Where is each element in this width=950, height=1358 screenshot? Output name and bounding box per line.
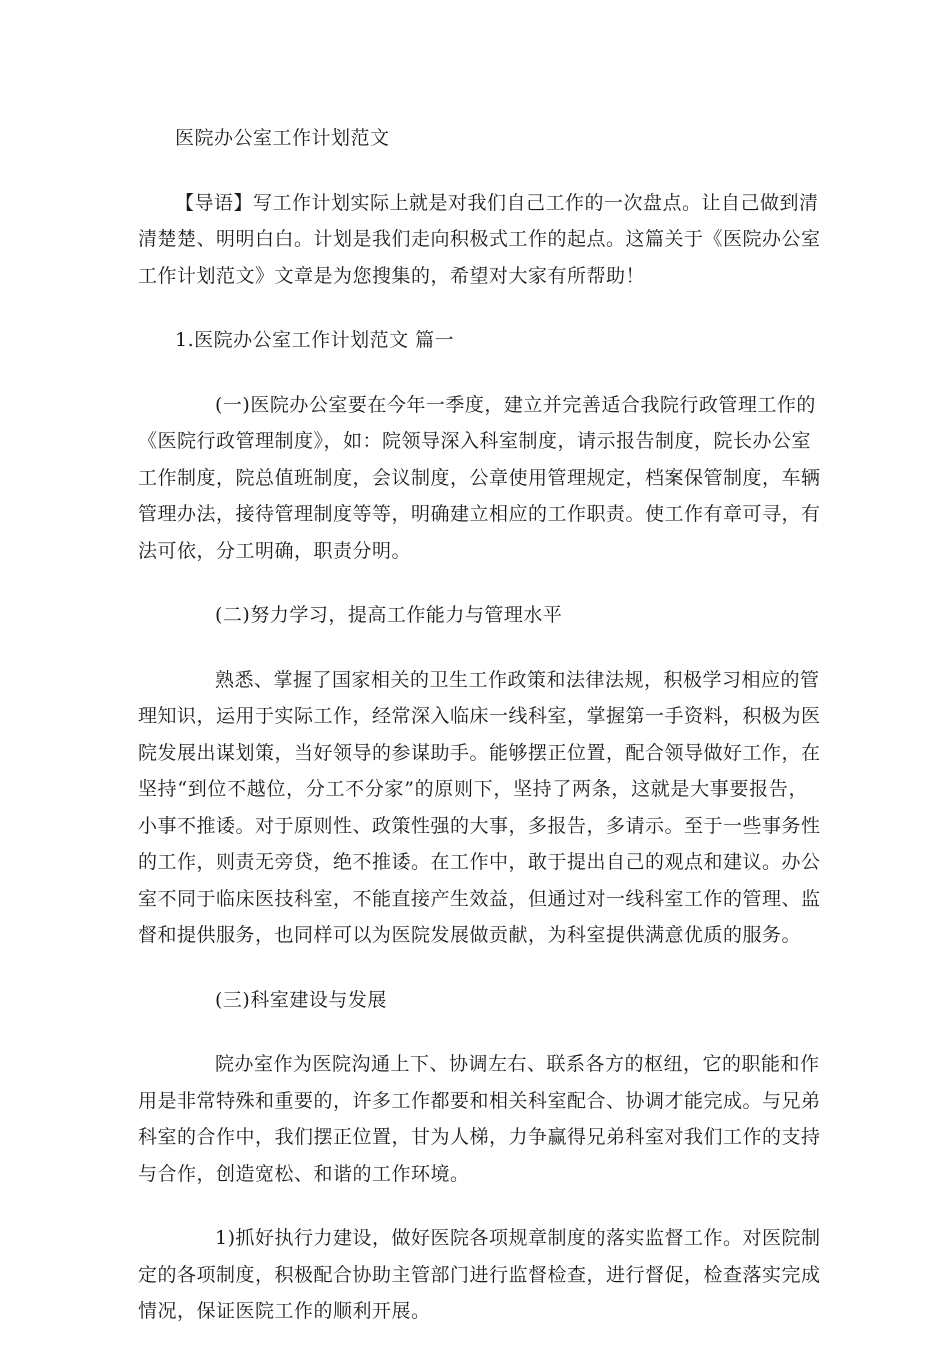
intro-line: 工作计划范文》文章是为您搜集的，希望对大家有所帮助！ — [138, 264, 646, 287]
paragraph-line: 工作制度，院总值班制度，会议制度，公章使用管理规定，档案保管制度，车辆 — [138, 466, 821, 489]
paragraph-line: 小事不推诿。对于原则性、政策性强的大事，多报告，多请示。至于一些事务性 — [138, 814, 821, 837]
paragraph-line: 的工作，则责无旁贷，绝不推诿。在工作中，敢于提出自己的观点和建议。办公 — [138, 851, 821, 873]
paragraph-line: 情况，保证医院工作的顺利开展。 — [138, 1300, 431, 1322]
paragraph-line: 督和提供服务，也同样可以为医院发展做贡献，为科室提供满意优质的服务。 — [138, 924, 802, 946]
paragraph-line: 《医院行政管理制度》，如：院领导深入科室制度，请示报告制度，院长办公室 — [138, 430, 812, 452]
paragraph-line: (一)医院办公室要在今年一季度，建立并完善适合我院行政管理工作的 — [215, 393, 816, 416]
item-1-paragraph — [138, 387, 821, 570]
item-3-paragraph — [138, 1046, 821, 1192]
paragraph-line: 室不同于临床医技科室，不能直接产生效益，但通过对一线科室工作的管理、监 — [138, 887, 821, 910]
intro-line: 清楚楚、明明白白。计划是我们走向积极式工作的起点。这篇关于《医院办公室 — [138, 228, 821, 250]
paragraph-line: 与合作，创造宽松、和谐的工作环境。 — [138, 1162, 470, 1185]
document-title: 医院办公室工作计划范文 — [175, 127, 390, 149]
paragraph-line: 1)抓好执行力建设，做好医院各项规章制度的落实监督工作。对医院制 — [215, 1227, 821, 1249]
paragraph-line: 坚持“到位不越位，分工不分家”的原则下，坚持了两条，这就是大事要报告， — [138, 778, 808, 800]
item-4-paragraph — [138, 1220, 821, 1330]
paragraph-line: 管理办法，接待管理制度等等，明确建立相应的工作职责。使工作有章可寻，有 — [138, 503, 821, 525]
intro-paragraph — [138, 185, 821, 295]
item-2-paragraph — [138, 662, 821, 954]
item-2-heading: (二)努力学习，提高工作能力与管理水平 — [215, 604, 563, 626]
paragraph-line: 熟悉、掌握了国家相关的卫生工作政策和法律法规，积极学习相应的管 — [215, 668, 820, 691]
paragraph-line: 定的各项制度，积极配合协助主管部门进行监督检查，进行督促，检查落实完成 — [138, 1263, 821, 1286]
paragraph-line: 法可依，分工明确，职责分明。 — [138, 539, 412, 562]
item-3-heading: (三)科室建设与发展 — [215, 988, 387, 1011]
section-heading-1: 1.医院办公室工作计划范文 篇一 — [175, 329, 455, 351]
paragraph-line: 用是非常特殊和重要的，许多工作都要和相关科室配合、协调才能完成。与兄弟 — [138, 1089, 821, 1112]
paragraph-line: 理知识，运用于实际工作，经常深入临床一线科室，掌握第一手资料，积极为医 — [138, 705, 821, 727]
paragraph-line: 院办室作为医院沟通上下、协调左右、联系各方的枢纽，它的职能和作 — [215, 1053, 820, 1075]
document-body — [138, 120, 821, 1358]
paragraph-line: 科室的合作中，我们摆正位置，甘为人梯，力争赢得兄弟科室对我们工作的支持 — [138, 1126, 821, 1148]
intro-line: 【导语】写工作计划实际上就是对我们自己工作的一次盘点。让自己做到清 — [175, 191, 819, 214]
paragraph-line: 院发展出谋划策，当好领导的参谋助手。能够摆正位置，配合领导做好工作，在 — [138, 741, 821, 764]
